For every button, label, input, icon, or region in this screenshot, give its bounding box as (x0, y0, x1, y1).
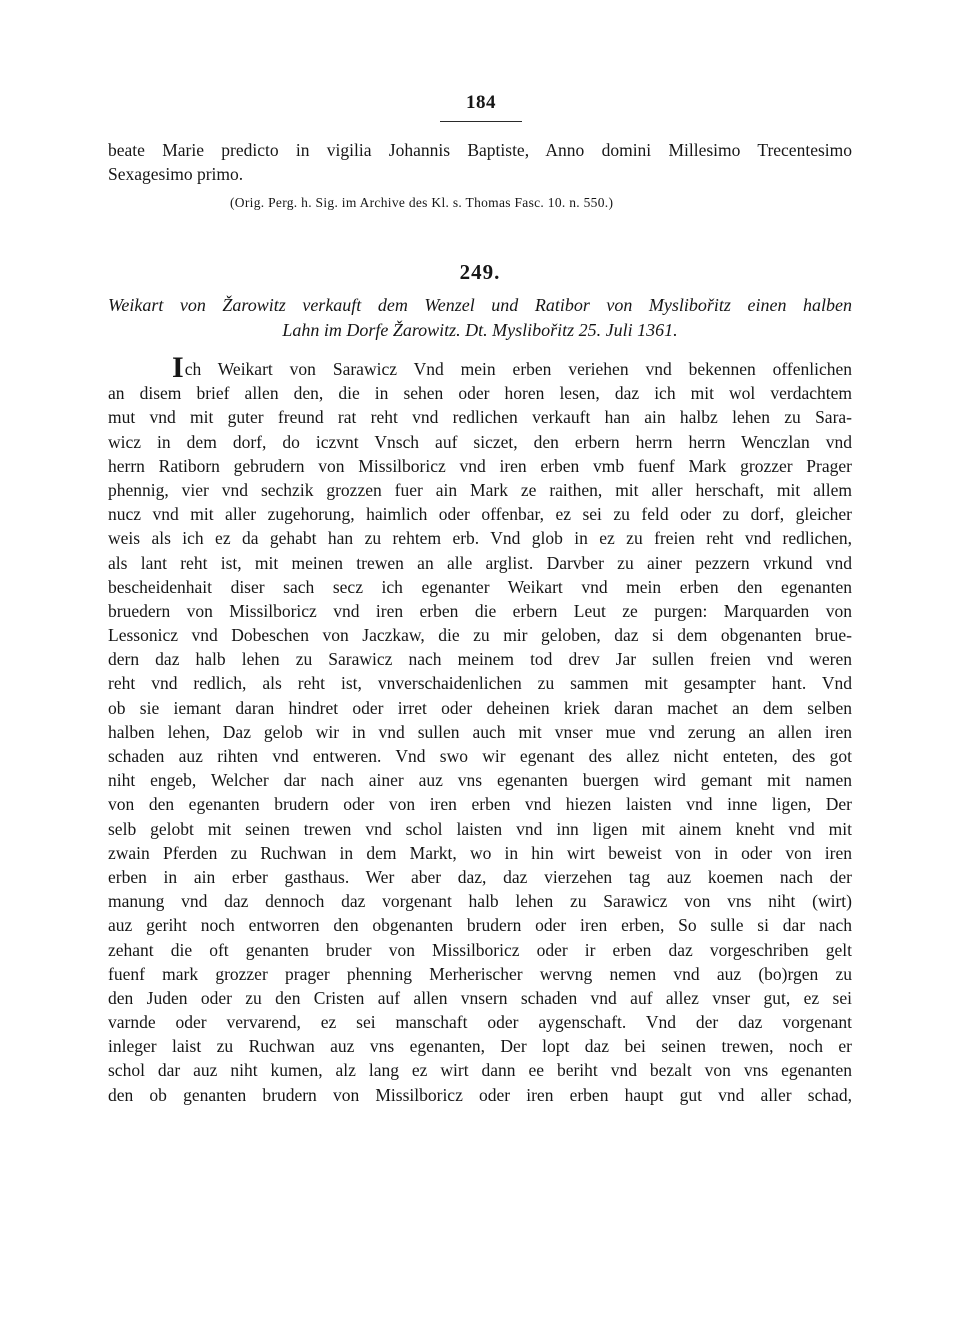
text-line: von den egenanten brudern oder von iren erben vnd hiezen laisten vnd inne ligen, Der (108, 794, 852, 815)
source-citation: (Orig. Perg. h. Sig. im Archive des Kl. s. Thomas Fasc. 10. n. 550.) (230, 195, 614, 210)
text-line: varnde oder vervarend, ez sei manschaft oder aygenschaft. Vnd der daz vorgenant (108, 1012, 852, 1033)
text-line: beate Marie predicto in vigilia Johannis Baptiste, Anno domini Millesimo Trecentesimo (108, 140, 852, 160)
text-line: schaden auz rihten vnd entweren. Vnd swo wir egenant des allez nicht enteten, des got (108, 746, 852, 766)
text-line: zehant die oft genanten bruder von Missilboricz oder ir erben daz vorgeschriben gelt (108, 939, 852, 960)
page-number-rule (440, 121, 522, 122)
first-line-text: ch Weikart von Sarawicz Vnd mein erben veriehen vnd bekennen offenlichen (184, 359, 852, 379)
document-body (108, 357, 852, 1107)
text-line: niht engeb, Welcher dar nach ainer auz vns egenanten buergen wird gemant mit namen (108, 770, 852, 791)
text-line: erben in ain erber gasthaus. Wer aber daz, daz vierzehen tag auz koemen nach der (108, 866, 852, 887)
text-line: halben lehen, Daz gelob wir in vnd sullen auch mit vnser mue vnd zerung an allen iren (108, 721, 852, 742)
text-line: Sexagesimo primo. (108, 164, 244, 185)
document-number: 249. (459, 260, 501, 284)
text-line: selb gelobt mit seinen trewen vnd schol laisten vnd inn ligen mit ainem kneht vnd mit (108, 818, 852, 839)
first-text-line (108, 357, 852, 381)
text-line: an disem brief allen den, die in sehen oder horen lesen, daz ich mit wol verdachtem (108, 383, 852, 404)
text-line: zwain Pferden zu Ruchwan in dem Markt, wo in hin wirt beweist von in oder von iren (108, 842, 852, 863)
page-number: 184 (466, 92, 496, 113)
text-line: Lessonicz vnd Dobeschen von Jaczkaw, die zu mir geloben, daz si dem obgenanten brue- (108, 625, 852, 646)
text-line: auz geriht noch entworren den obgenanten brudern oder iren erben, So sulle si dar nach (108, 915, 852, 936)
text-line: den ob genanten brudern von Missilboricz oder iren erben haupt gut vnd aller schad, (108, 1084, 852, 1105)
previous-document-ending (108, 138, 852, 186)
text-line: mut vnd mit guter freund rat reht vnd redlichen verkauft han ain halbz lehen zu Sara- (108, 407, 852, 428)
summary-line: Weikart von Žarowitz verkauft dem Wenzel und Ratibor von Myslibořitz einen halben (108, 295, 852, 315)
text-line: wicz in dem dorf, do iczvnt Vnsch auf siczet, den erbern herrn herrn Wenczlan vnd (108, 431, 852, 452)
text-line: dern daz halb lehen zu Sarawicz nach meinem tod drev Jar sullen freien vnd weren (108, 649, 852, 670)
text-line: inleger laist zu Ruchwan auz vns egenanten, Der lopt daz bei seinen trewen, noch er (108, 1036, 852, 1057)
text-line: schol dar auz niht kumen, alz lang ez wirt dann ee beriht vnd bezalt von vns egenanten (108, 1060, 852, 1081)
summary-line: Lahn im Dorfe Žarowitz. Dt. Myslibořitz 25. Juli 1361. (282, 320, 678, 340)
body-lines (108, 381, 852, 1107)
text-line: den Juden oder zu den Cristen auf allen vnsern schaden vnd auf allez vnser gut, ez sei (108, 987, 852, 1008)
text-line: nucz vnd mit aller zugehorung, haimlich oder offenbar, ez sei zu feld oder zu dorf, gleicher (108, 504, 852, 525)
text-line: bescheidenhait diser sach secz ich egenanter Weikart vnd mein erben den egenanten (108, 576, 852, 597)
text-line: herrn Ratiborn gebrudern von Missilboricz vnd iren erben vmb fuenf Mark grozzer Prager (108, 455, 852, 476)
text-line: bruedern von Missilboricz vnd iren erben die erbern Leut ze purgen: Marquarden von (108, 600, 852, 621)
text-line: reht vnd redlich, als reht ist, vnverschaidenlichen zu sammen mit gesampter hant. Vnd (108, 673, 852, 694)
text-line: als lant reht ist, mit meinen trewen an alle arglist. Darvber zu ainer pezzern vrkund vnd (108, 552, 852, 573)
text-line: phennig, vier vnd sechzik grozzen fuer ain Mark ze raithen, mit aller herschaft, mit allem (108, 479, 852, 500)
document-summary (108, 293, 852, 343)
text-line: manung vnd daz dennoch daz vorgenant halb lehen zu Sarawicz von vns niht (wirt) (108, 891, 852, 912)
text-line: ob sie iemant daran hindret oder irret oder deheinen kriek daran machet an dem selben (108, 697, 852, 718)
text-line: weis als ich ez da gehabt han zu rehtem erb. Vnd glob in ez zu freien reht vnd redlichen, (108, 528, 852, 549)
initial-letter: I (172, 357, 184, 382)
text-line: fuenf mark grozzer prager phenning Merherischer wervng nemen vnd auz (bo)rgen zu (108, 963, 852, 984)
